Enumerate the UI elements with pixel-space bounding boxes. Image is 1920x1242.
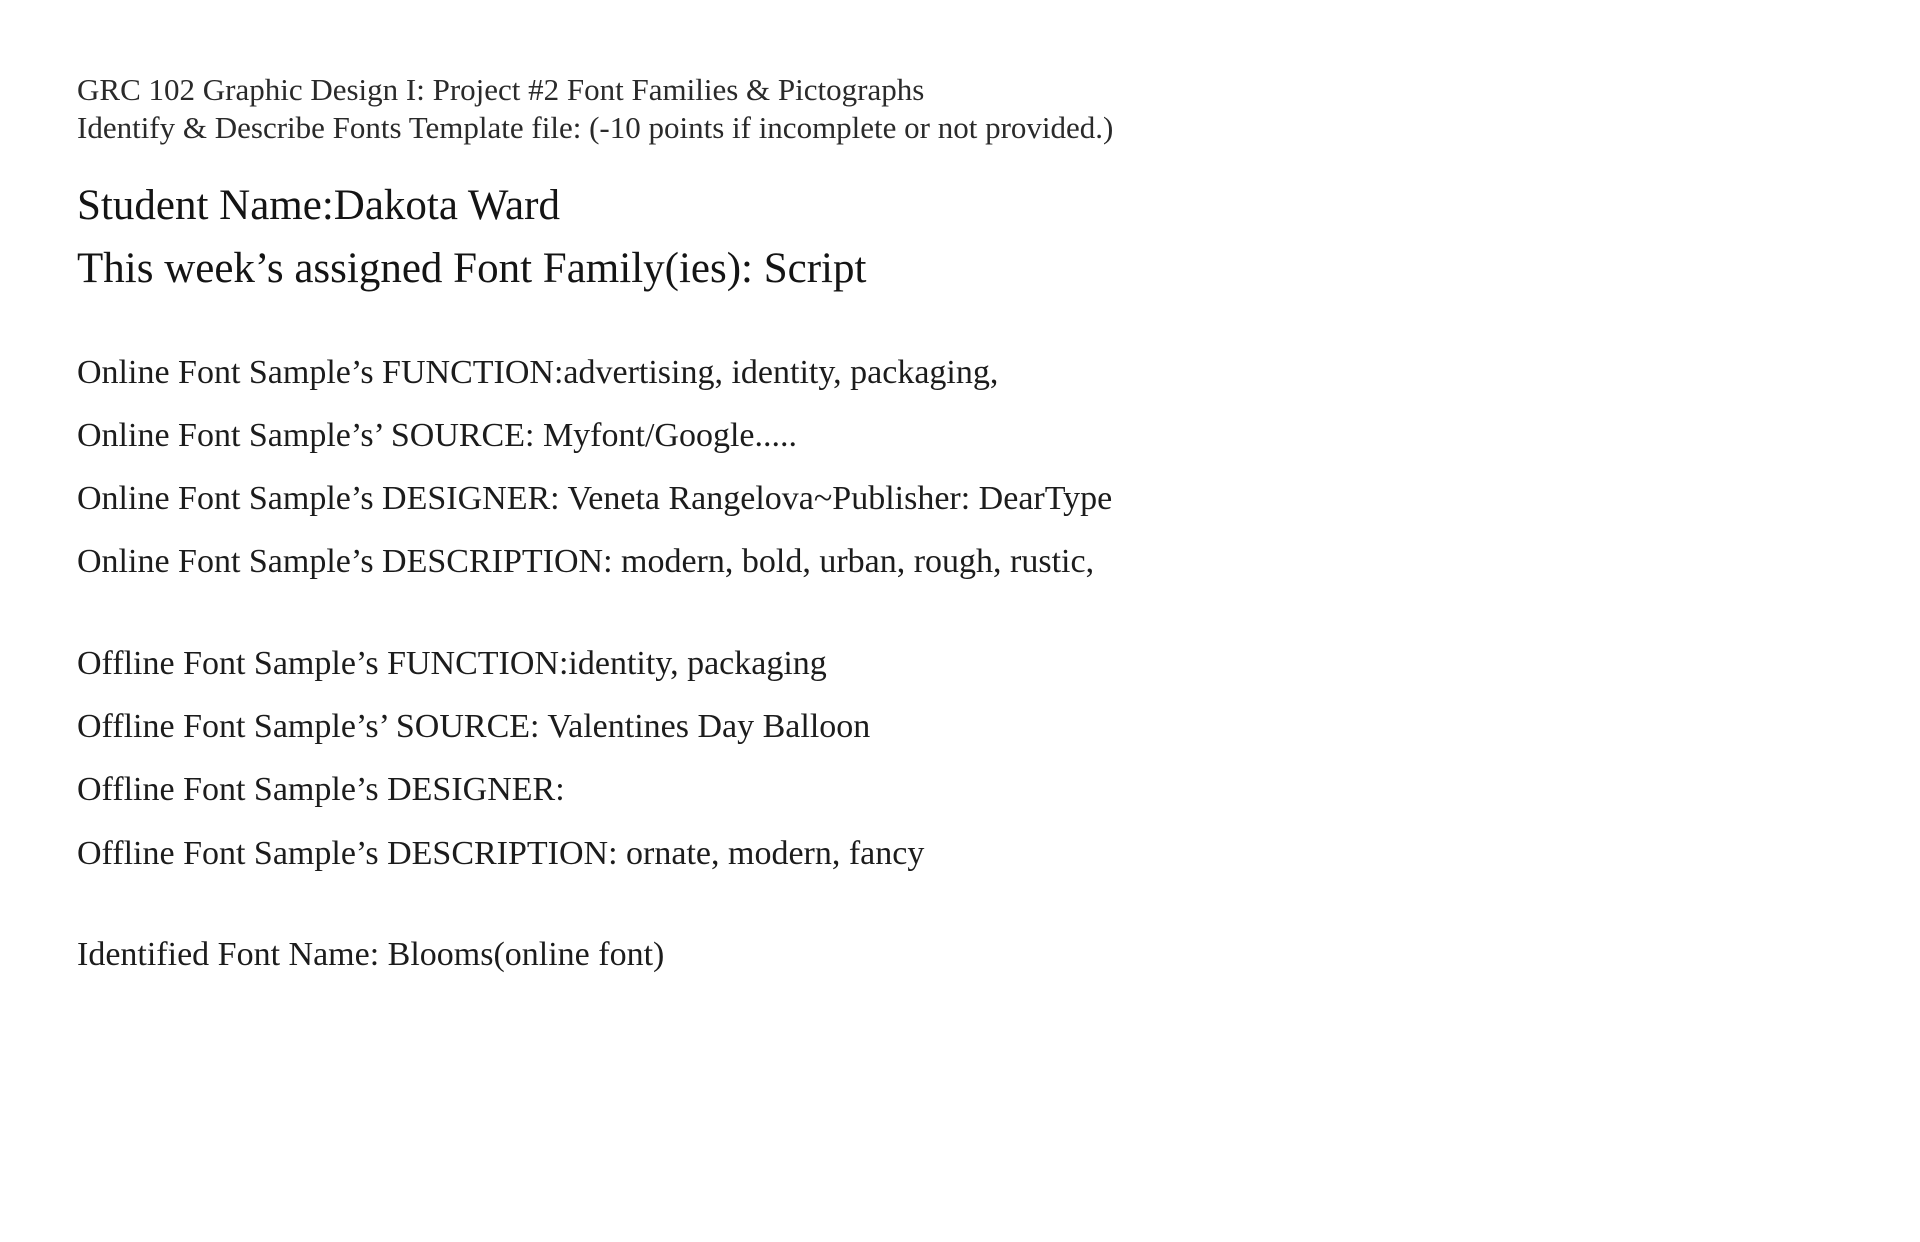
online-designer-line: Online Font Sample’s DESIGNER: Veneta Rangelova~Publisher: DearType — [77, 480, 1113, 517]
identified-font-name-line: Identified Font Name: Blooms(online font) — [77, 936, 665, 973]
offline-designer-line: Offline Font Sample’s DESIGNER: — [77, 771, 565, 808]
online-description-line: Online Font Sample’s DESCRIPTION: modern, bold, urban, rough, rustic, — [77, 543, 1095, 580]
online-function-line: Online Font Sample’s FUNCTION:advertising, identity, packaging, — [77, 354, 999, 391]
template-instructions-line: Identify & Describe Fonts Template file: (-10 points if incomplete or not provided.) — [77, 110, 1114, 145]
student-name-line: Student Name:Dakota Ward — [77, 182, 560, 229]
course-title-line: GRC 102 Graphic Design I: Project #2 Font Families & Pictographs — [77, 72, 925, 107]
online-source-line: Online Font Sample’s’ SOURCE: Myfont/Google..... — [77, 417, 797, 454]
offline-description-line: Offline Font Sample’s DESCRIPTION: ornate, modern, fancy — [77, 835, 925, 872]
assigned-font-family-line: This week’s assigned Font Family(ies): Script — [77, 245, 867, 292]
offline-source-line: Offline Font Sample’s’ SOURCE: Valentines Day Balloon — [77, 708, 871, 745]
offline-function-line: Offline Font Sample’s FUNCTION:identity, packaging — [77, 645, 827, 682]
